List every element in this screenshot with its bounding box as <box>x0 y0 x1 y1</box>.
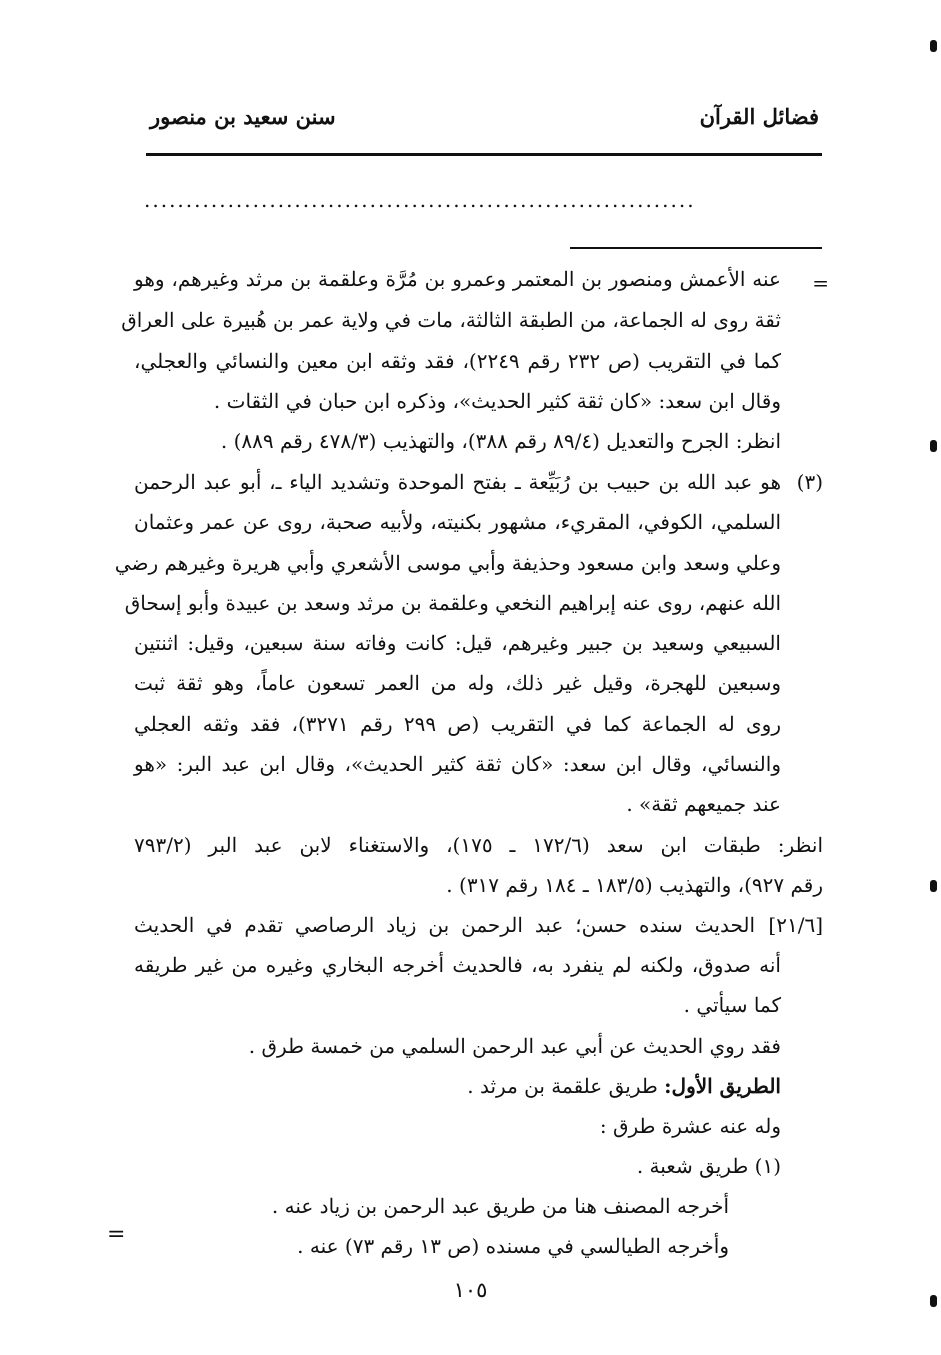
text-line: كما في التقريب (ص ٢٣٢ رقم ٢٢٤٩)، فقد وثقه ابن معين والنسائي والعجلي، <box>134 349 781 373</box>
scan-mark <box>930 440 937 452</box>
scan-mark <box>930 880 937 892</box>
scan-mark <box>930 40 937 52</box>
text-line: هو عبد الله بن حبيب بن رُبَيِّعة ـ بفتح الموحدة وتشديد الياء ـ، أبو عبد الرحمن <box>134 470 781 494</box>
text-line: وله عنه عشرة طرق : <box>599 1114 781 1138</box>
text-line: السلمي، الكوفي، المقريء، مشهور بكنيته، ولأبيه صحبة، روى عن عمر وعثمان <box>134 510 782 534</box>
path-line <box>467 1071 781 1101</box>
text-line: روى له الجماعة كما في التقريب (ص ٢٩٩ رقم ٣٢٧١)، فقد وثقه العجلي <box>134 712 781 736</box>
text-line: وعلي وسعد وابن مسعود وحذيفة وأبي موسى الأشعري وأبي هريرة وغيرهم رضي <box>114 551 781 575</box>
text-line: كما سيأتي . <box>683 993 781 1017</box>
note-number: (٣) <box>796 470 823 494</box>
dotted-separator: .................................................................. <box>144 188 696 212</box>
text-line: والنسائي، وقال ابن سعد: «كان ثقة كثير الحديث»، وقال ابن عبد البر: «هو <box>134 752 781 776</box>
text-line: (١) طريق شعبة . <box>636 1154 781 1178</box>
text-line: فقد روي الحديث عن أبي عبد الرحمن السلمي من خمسة طرق . <box>248 1034 781 1058</box>
header-rule <box>146 153 822 156</box>
text-line: أنه صدوق، ولكنه لم ينفرد به، فالحديث أخرجه البخاري وغيره من غير طريقه <box>134 953 781 977</box>
text-line: الحديث سنده حسن؛ عبد الرحمن بن زياد الرصاصي تقدم في الحديث <box>134 913 755 937</box>
side-continuation-marker: = <box>107 1222 126 1247</box>
text-line: وأخرجه الطيالسي في مسنده (ص ١٣ رقم ٧٣) عنه . <box>297 1234 729 1258</box>
book-title: سنن سعيد بن منصور <box>150 104 336 129</box>
continuation-marker: = <box>812 271 829 295</box>
chapter-title: فضائل القرآن <box>699 104 819 129</box>
scan-mark <box>930 1295 937 1307</box>
page-number: ١٠٥ <box>453 1278 488 1302</box>
footnote-rule <box>570 247 822 249</box>
text-line: السبيعي وسعيد بن جبير وغيرهم، قيل: كانت وفاته سنة سبعين، وقيل: اثنتين <box>134 631 781 655</box>
hadith-number: [٢١/٦] <box>768 913 823 937</box>
text-line: وسبعين للهجرة، وقيل غير ذلك، وله من العمر تسعون عاماً، وهو ثقة ثبت <box>134 671 781 695</box>
path-text: طريق علقمة بن مرثد . <box>467 1074 665 1098</box>
text-line: وقال ابن سعد: «كان ثقة كثير الحديث»، وذكره ابن حبان في الثقات . <box>213 389 781 413</box>
text-line: الله عنهم، روى عنه إبراهيم النخعي وعلقمة بن مرثد وسعد بن عبيدة وأبو إسحاق <box>124 591 781 615</box>
text-line: عنه الأعمش ومنصور بن المعتمر وعمرو بن مُرَّة وعلقمة بن مرثد وغيرهم، وهو <box>134 267 781 291</box>
text-line: ثقة روى له الجماعة، من الطبقة الثالثة، مات في ولاية عمر بن هُبيرة على العراق <box>121 308 781 332</box>
text-line: عند جميعهم ثقة» . <box>626 792 781 816</box>
path-heading: الطريق الأول: <box>664 1074 781 1098</box>
text-line: أخرجه المصنف هنا من طريق عبد الرحمن بن زياد عنه . <box>271 1194 729 1218</box>
text-line: انظر: الجرح والتعديل (٨٩/٤ رقم ٣٨٨)، والتهذيب (٤٧٨/٣ رقم ٨٨٩) . <box>220 429 781 453</box>
text-line: رقم ٩٢٧)، والتهذيب (١٨٣/٥ ـ ١٨٤ رقم ٣١٧) . <box>446 873 823 897</box>
text-line: انظر: طبقات ابن سعد (١٧٢/٦ ـ ١٧٥)، والاستغناء لابن عبد البر (٧٩٣/٢ <box>134 833 824 857</box>
